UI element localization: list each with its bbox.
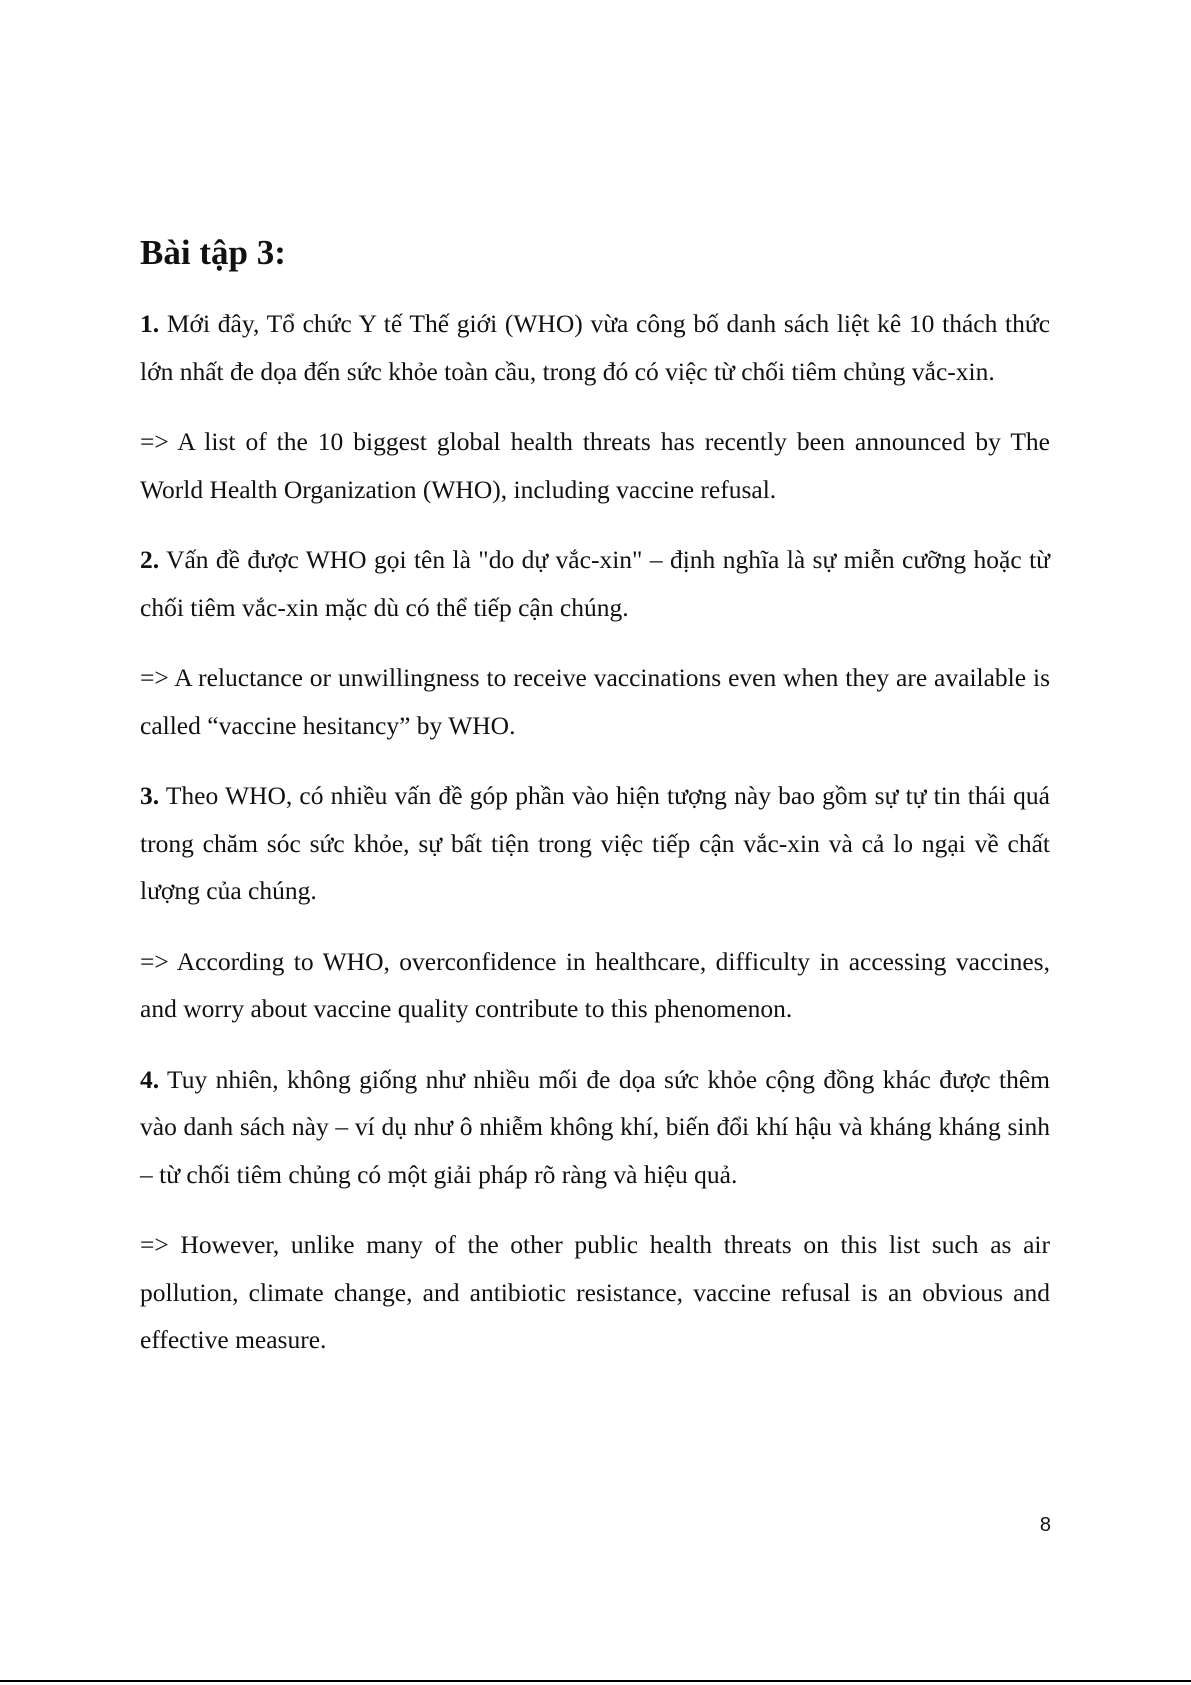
item-3-vietnamese-text: Theo WHO, có nhiều vấn đề góp phần vào hiện tượng này bao gồm sự tự tin thái quá trong chăm sóc sức khỏe, sự bất tiện trong việc tiếp cận vắc-xin và cả lo ngại về chất lượng của chúng. bbox=[140, 781, 1051, 905]
item-3-english: => According to WHO, overconfidence in healthcare, difficulty in accessing vaccines, and worry about vaccine quality contribute to this phenomenon. bbox=[140, 946, 1050, 1023]
item-4-english: => However, unlike many of the other public health threats on this list such as air pollution, climate change, and antibiotic resistance, vaccine refusal is an obvious and effective measure. bbox=[140, 1230, 1050, 1354]
item-4-vietnamese bbox=[140, 1056, 1050, 1199]
item-2-vietnamese bbox=[140, 536, 1050, 631]
exercise-title: Bài tập 3: bbox=[140, 233, 286, 272]
item-2-vietnamese-text: Vấn đề được WHO gọi tên là "do dự vắc-xin" – định nghĩa là sự miễn cưỡng hoặc từ chối tiêm vắc-xin mặc dù có thể tiếp cận chúng. bbox=[140, 545, 1050, 622]
item-2-number: 2. bbox=[140, 545, 160, 574]
item-3-number: 3. bbox=[140, 781, 160, 810]
item-3-vietnamese bbox=[140, 772, 1050, 915]
page-number: 8 bbox=[1039, 1514, 1051, 1536]
item-1-number: 1. bbox=[140, 309, 160, 338]
item-1-english: => A list of the 10 biggest global health threats has recently been announced by The World Health Organization (WHO), including vaccine refusal. bbox=[140, 427, 1050, 504]
item-4-number: 4. bbox=[140, 1064, 160, 1094]
item-1-vietnamese bbox=[140, 300, 1050, 395]
item-4-vietnamese-text: Tuy nhiên, không giống như nhiều mối đe dọa sức khỏe cộng đồng khác được thêm vào danh sách này – ví dụ như ô nhiễm không khí, biến đổi khí hậu và kháng kháng sinh – từ chối tiêm chủng có một giải pháp rõ ràng và hiệu quả. bbox=[140, 1064, 1050, 1189]
document-content bbox=[140, 232, 1050, 1387]
item-2-english: => A reluctance or unwillingness to receive vaccinations even when they are available is called “vaccine hesitancy” by WHO. bbox=[140, 663, 1050, 740]
item-1-vietnamese-text: Mới đây, Tổ chức Y tế Thế giới (WHO) vừa công bố danh sách liệt kê 10 thách thức lớn nhất đe dọa đến sức khỏe toàn cầu, trong đó có việc từ chối tiêm chủng vắc-xin. bbox=[140, 309, 1051, 386]
bottom-divider bbox=[0, 1680, 1191, 1682]
